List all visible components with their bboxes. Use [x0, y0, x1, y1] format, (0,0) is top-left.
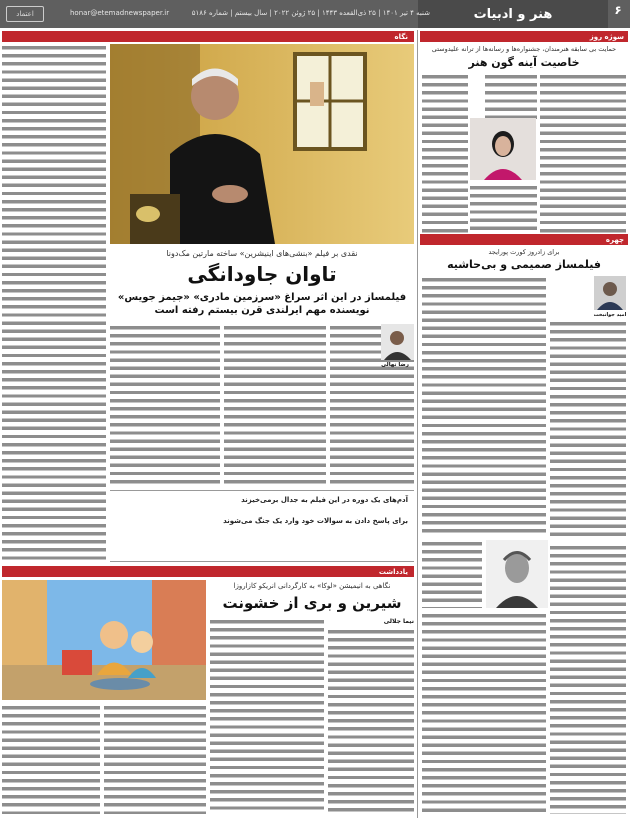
- film-still-illustration: [110, 44, 414, 244]
- lead-title: تاوان جاودانگی: [187, 262, 337, 286]
- lead-subtitle-2: نویسنده مهم ایرلندی قرن بیستم رفته است: [154, 305, 370, 316]
- lead-kicker: نقدی بر فیلم «بنشی‌های اینیشرین» ساخته مارتین مک‌دونا: [166, 249, 358, 258]
- portrait-woman-illustration: [470, 118, 536, 180]
- bw-portrait-illustration: [486, 540, 548, 608]
- profile-kicker: برای زادروز کورت پورایجد: [488, 248, 560, 256]
- masthead: [0, 0, 630, 28]
- lead-subtitle-1: فیلمساز در این اثر سراغ «سرزمین مادری» «جیمز جویس»: [117, 292, 407, 303]
- author-portrait-icon: [381, 324, 414, 360]
- lead-photo: [110, 44, 414, 244]
- profile-text-col-5: [422, 540, 482, 608]
- feature-text-col-4: [470, 184, 537, 233]
- review-text-col-2: [210, 618, 324, 814]
- label-bar-yaddasht: [2, 566, 414, 577]
- lead-text-col-2: [224, 324, 326, 486]
- label-bar-right: [420, 31, 628, 42]
- profile-photo: [486, 540, 548, 608]
- label-bar-left: [2, 31, 414, 42]
- review-kicker: نگاهی به انیمیشن «لوکا» به کارگردانی انریکو کازاروزا: [233, 582, 391, 590]
- email-address: honar@etemadnewspaper.ir: [70, 9, 170, 17]
- profile-text-col-4: [422, 612, 546, 814]
- feature-text-col-3: [422, 73, 468, 233]
- label-negah: نگاه: [394, 32, 408, 41]
- profile-text-col-1: [550, 320, 626, 540]
- review-title: شیرین و بری از خشونت: [222, 594, 402, 612]
- label-sooje: سوژه روز: [589, 32, 624, 41]
- feature-kicker: حمایت بی سابقه هنرمندان، جشنواره‌ها و رسانه‌ها از ترانه علیدوستی: [431, 45, 617, 53]
- lead-text-col-3: [110, 324, 220, 486]
- author-portrait-icon: [594, 276, 626, 310]
- feature-text-col-2: [485, 73, 537, 123]
- column-divider: [417, 30, 418, 818]
- lead-author: رضا نهالی: [381, 362, 409, 368]
- profile-title: فیلمساز صمیمی و بی‌حاشیه: [447, 258, 601, 271]
- review-author: نیما جلالی: [383, 618, 414, 625]
- review-text-col-3: [104, 704, 206, 814]
- section-title: هنر و ادبیات: [418, 0, 608, 28]
- profile-text-col-3: [550, 544, 626, 814]
- author-avatar: [594, 276, 626, 310]
- feature-photo: [470, 118, 536, 180]
- lead-quote-1: آدم‌های یک دوره در این فیلم به جدال برمی‌خیزند: [241, 496, 408, 504]
- newspaper-logo: اعتماد: [6, 6, 44, 22]
- animation-still-illustration: [2, 580, 206, 700]
- lead-author-avatar: [381, 324, 414, 360]
- label-bar-chehre: [420, 234, 628, 245]
- feature-title: خاصیت آینه گون هنر: [468, 56, 580, 69]
- date-line: شنبه ۴ تیر ۱۴۰۱ | ۲۵ ذی‌القعده ۱۴۴۳ | ۲۵ ژوئن ۲۰۲۲ | سال بیستم | شماره ۵۱۸۶: [191, 9, 430, 17]
- label-yaddasht: یادداشت: [378, 567, 408, 576]
- feature-text-col-1: [540, 73, 626, 233]
- page-number: ۶: [614, 3, 622, 17]
- lead-sidebar-text: [2, 44, 106, 564]
- review-text-col-4: [2, 704, 100, 814]
- label-chehre: چهره: [605, 235, 624, 244]
- profile-text-col-2: [422, 276, 546, 536]
- lead-quote-box: [110, 490, 414, 562]
- review-photo: [2, 580, 206, 700]
- lead-quote-2: برای پاسخ دادن به سوالات خود وارد یک جنگ می‌شوند: [223, 517, 408, 525]
- profile-author: امید جوانبخت: [593, 312, 627, 318]
- review-text-col-1: [328, 628, 414, 814]
